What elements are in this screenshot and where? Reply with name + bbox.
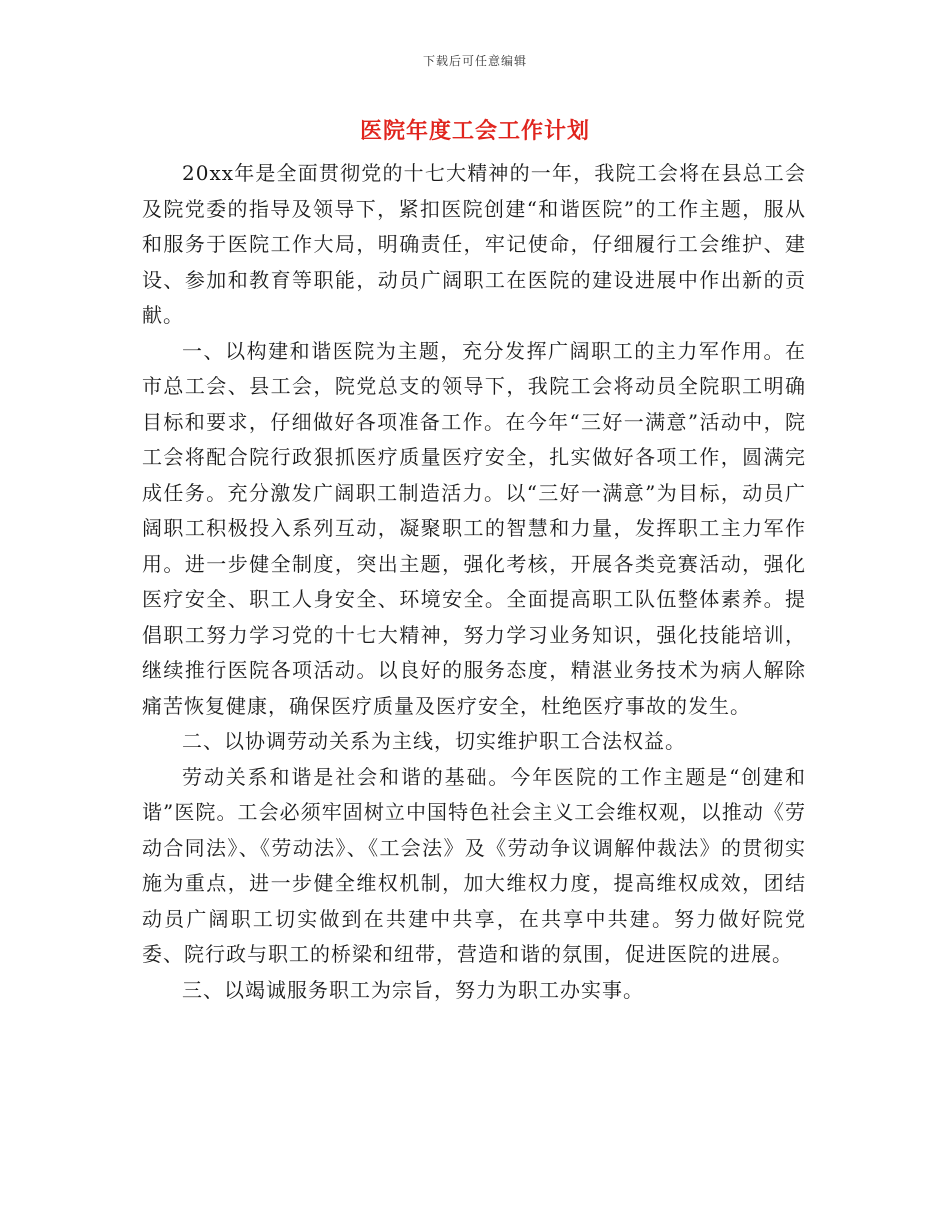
paragraph-section-1: 一、以构建和谐医院为主题，充分发挥广阔职工的主力军作用。在市总工会、县工会，院党总支的领导下，我院工会将动员全院职工明确目标和要求，仔细做好各项准备工作。在今年“三好一满意”活动中，院工会将配合院行政狠抓医疗质量医疗安全，扎实做好各项工作，圆满完成任务。充分激发广阔职工制造活力。以“三好一满意”为目标，动员广阔职工积极投入系列互动，凝聚职工的智慧和力量，发挥职工主力军作用。进一步健全制度，突出主题，强化考核，开展各类竞赛活动，强化医疗安全、职工人身安全、环境安全。全面提高职工队伍整体素养。提倡职工努力学习党的十七大精神，努力学习业务知识，强化技能培训，继续推行医院各项活动。以良好的服务态度，精湛业务技术为病人解除痛苦恢复健康，确保医疗质量及医疗安全，杜绝医疗事故的发生。 bbox=[142, 338, 806, 718]
paragraph-section-2-heading: 二、以协调劳动关系为主线，切实维护职工合法权益。 bbox=[182, 729, 686, 753]
document-title: 医院年度工会工作计划 bbox=[359, 118, 590, 144]
paragraph-intro: 20xx年是全面贯彻党的十七大精神的一年，我院工会将在县总工会及院党委的指导及领导下，紧扣医院创建“和谐医院”的工作主题，服从和服务于医院工作大局，明确责任，牢记使命，仔细履行工会维护、建设、参加和教育等职能，动员广阔职工在医院的建设进展中作出新的贡献。 bbox=[142, 161, 806, 327]
paragraph-section-3-heading: 三、以竭诚服务职工为宗旨，努力为职工办实事。 bbox=[182, 977, 644, 1002]
paragraph-section-2-body: 劳动关系和谐是社会和谐的基础。今年医院的工作主题是“创建和谐”医院。工会必须牢固树立中国特色社会主义工会维权观，以推动《劳动合同法》、《劳动法》、《工会法》及《劳动争议调解仲裁法》的贯彻实施为重点，进一步健全维权机制，加大维权力度，提高维权成效，团结动员广阔职工切实做到在共建中共享，在共享中共建。努力做好院党委、院行政与职工的桥梁和纽带，营造和谐的氛围，促进医院的进展。 bbox=[142, 764, 806, 966]
header-note: 下载后可任意编辑 bbox=[422, 54, 527, 68]
document-body bbox=[142, 156, 806, 1008]
